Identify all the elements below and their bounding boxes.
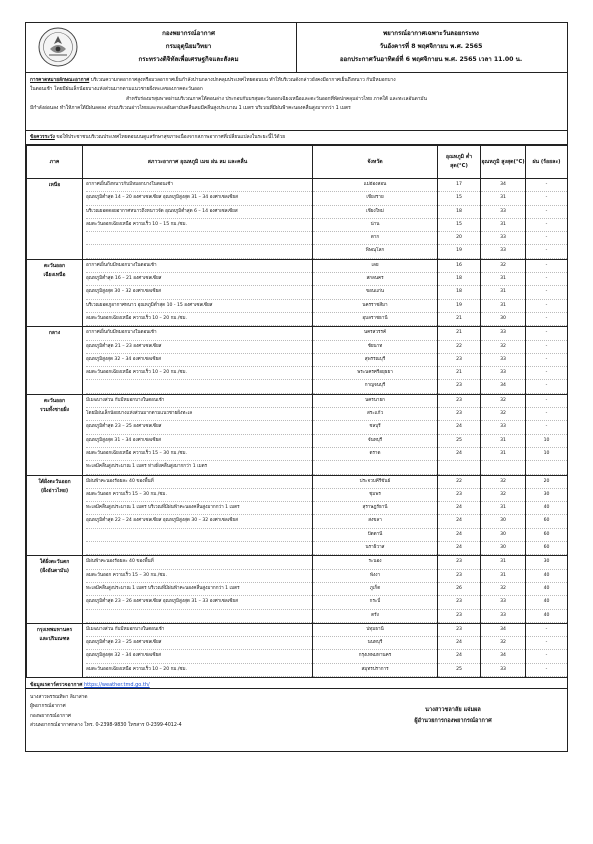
condition-cell-line: อุณหภูมิต่ำสุด 23 – 25 องศาเซลเซียส bbox=[86, 421, 312, 434]
rain-cell-line: - bbox=[526, 367, 567, 380]
condition-cell-line bbox=[86, 232, 312, 245]
region-name bbox=[27, 179, 83, 260]
tmax-cell-line: 31 bbox=[481, 286, 525, 299]
tmin-cell-line: 26 bbox=[438, 583, 480, 596]
tmax-cell-line: 31 bbox=[481, 435, 525, 448]
rain-cell-line: 60 bbox=[526, 529, 567, 542]
rain-cell-line: - bbox=[526, 395, 567, 408]
header-tmax: อุณหภูมิ สูงสุด(°C) bbox=[481, 146, 526, 179]
tmax-cell-line: 34 bbox=[481, 624, 525, 637]
tmin-cell-line: 18 bbox=[438, 206, 480, 219]
condition-cell bbox=[83, 475, 313, 556]
tmax-cell-line: 33 bbox=[481, 206, 525, 219]
condition-cell bbox=[83, 179, 313, 260]
forecaster-name: นางสาวพรรณทิพา ลิมาสาด bbox=[30, 694, 88, 700]
province-cell-line: พังงา bbox=[313, 570, 437, 583]
tmin-cell-line: 23 bbox=[438, 610, 480, 623]
tmax-cell-line: 32 bbox=[481, 408, 525, 421]
tmax-cell-line: 31 bbox=[481, 502, 525, 515]
forecast-date: วันอังคารที่ 8 พฤศจิกายน พ.ศ. 2565 bbox=[379, 43, 483, 50]
rain-cell-line: - bbox=[526, 179, 567, 192]
province-cell-line: สกลนคร bbox=[313, 273, 437, 286]
province-cell-line: กรุงเทพมหานคร bbox=[313, 650, 437, 663]
condition-cell-line: ลมตะวันออกเฉียงเหนือ ความเร็ว 10 – 20 กม./ชม. bbox=[86, 313, 312, 326]
issuer-block bbox=[86, 27, 291, 66]
tmin-cell-line: 24 bbox=[438, 448, 480, 461]
region-name bbox=[27, 327, 83, 394]
condition-cell-line: ทะเลมีคลื่นสูงประมาณ 1 เมตร บริเวณที่มีฝนฟ้าคะนองคลื่นสูงมากกว่า 1 เมตร bbox=[86, 502, 312, 515]
outlook-line: สำหรับร่องมรสุมพาดผ่านบริเวณภาคใต้ตอนล่าง ประกอบกับมรสุมตะวันออกเฉียงเหนือและตะวันออกที่พัดปกคลุมอ่าวไทย ภาคใต้ และทะเลอันดามัน bbox=[126, 96, 427, 102]
issue-date: ออกประกาศวันอาทิตย์ที่ 6 พฤศจิกายน พ.ศ. 2565 เวลา 11.00 น. bbox=[339, 56, 523, 63]
condition-cell-line: อากาศเย็นกับมีหมอกบางในตอนเช้า bbox=[86, 260, 312, 273]
condition-cell-line bbox=[86, 542, 312, 555]
rain-cell-line: 30 bbox=[526, 556, 567, 569]
rain-cell-line: - bbox=[526, 341, 567, 354]
condition-cell-line bbox=[86, 380, 312, 393]
tmax-cell-line: 33 bbox=[481, 610, 525, 623]
province-cell-line: เชียงราย bbox=[313, 192, 437, 205]
province-cell-line: กาญจนบุรี bbox=[313, 380, 437, 393]
province-cell-line: นครนายก bbox=[313, 395, 437, 408]
rain-cell-line: - bbox=[526, 354, 567, 367]
issuer-ministry: กระทรวงดิจิทัลเพื่อเศรษฐกิจและสังคม bbox=[138, 56, 239, 63]
province-cell bbox=[313, 556, 438, 623]
forecaster-division: กองพยากรณ์อากาศ bbox=[30, 713, 71, 719]
tmin-cell-line: 23 bbox=[438, 570, 480, 583]
rain-cell-line: - bbox=[526, 300, 567, 313]
tmax-cell-line: 32 bbox=[481, 583, 525, 596]
tmin-cell-line: 23 bbox=[438, 489, 480, 502]
condition-cell-line: โดยมีฝนเล็กน้อยบางแห่งส่วนมากตามแนวชายฝั่งทะเล bbox=[86, 408, 312, 421]
condition-cell-line: อุณหภูมิต่ำสุด 21 – 23 องศาเซลเซียส bbox=[86, 341, 312, 354]
province-cell-line bbox=[313, 461, 437, 474]
condition-cell-line: มีเมฆบางส่วน กับมีหมอกบางในตอนเช้า bbox=[86, 624, 312, 637]
province-cell bbox=[313, 623, 438, 677]
rain-cell bbox=[526, 394, 568, 475]
rain-cell-line: 60 bbox=[526, 542, 567, 555]
tmax-cell-line: 30 bbox=[481, 542, 525, 555]
condition-cell-line: อุณหภูมิต่ำสุด 23 – 25 องศาเซลเซียส bbox=[86, 637, 312, 650]
tmin-cell-line: 19 bbox=[438, 300, 480, 313]
tmin-cell-line: 24 bbox=[438, 650, 480, 663]
province-cell-line: สมุทรปราการ bbox=[313, 664, 437, 677]
region-row bbox=[27, 475, 568, 556]
tmin-cell-line: 20 bbox=[438, 232, 480, 245]
condition-cell-line: อุณหภูมิสูงสุด 30 – 32 องศาเซลเซียส bbox=[86, 286, 312, 299]
header-province: จังหวัด bbox=[313, 146, 438, 179]
region-name-line: เหนือ bbox=[48, 182, 61, 188]
region-row bbox=[27, 259, 568, 326]
region-row bbox=[27, 394, 568, 475]
province-cell-line: แม่ฮ่องสอน bbox=[313, 179, 437, 192]
tmax-cell-line: 34 bbox=[481, 179, 525, 192]
province-cell-line: อุบลราชธานี bbox=[313, 313, 437, 326]
forecaster-position: ผู้พยากรณ์อากาศ bbox=[30, 704, 66, 710]
province-cell-line: ชุมพร bbox=[313, 489, 437, 502]
forecast-table-body bbox=[27, 179, 568, 678]
rain-cell-line: - bbox=[526, 260, 567, 273]
condition-cell-line: อุณหภูมิต่ำสุด 16 – 21 องศาเซลเซียส bbox=[86, 273, 312, 286]
tmax-cell-line: 33 bbox=[481, 596, 525, 609]
province-cell-line: เลย bbox=[313, 260, 437, 273]
document-frame bbox=[25, 22, 568, 752]
province-cell-line: นครสวรรค์ bbox=[313, 327, 437, 340]
issuer-division: กองพยากรณ์อากาศ bbox=[162, 30, 215, 37]
province-cell-line: พิษณุโลก bbox=[313, 245, 437, 258]
province-cell bbox=[313, 179, 438, 260]
tmin-cell-line: 21 bbox=[438, 367, 480, 380]
rain-cell-line: - bbox=[526, 327, 567, 340]
region-name-line: (ฝั่งอันดามัน) bbox=[39, 568, 70, 575]
region-row bbox=[27, 623, 568, 677]
tmax-cell bbox=[481, 259, 526, 326]
rain-cell-line: 10 bbox=[526, 435, 567, 448]
province-cell bbox=[313, 394, 438, 475]
rain-cell-line: - bbox=[526, 206, 567, 219]
rain-cell-line: 40 bbox=[526, 610, 567, 623]
radar-source-link[interactable]: https://weather.tmd.go.th/ bbox=[84, 681, 150, 688]
director-block bbox=[398, 705, 508, 727]
forecaster-block bbox=[30, 693, 182, 731]
tmax-cell-line: 33 bbox=[481, 664, 525, 677]
rain-cell-line: 60 bbox=[526, 515, 567, 528]
province-cell-line: นราธิวาส bbox=[313, 542, 437, 555]
rain-cell bbox=[526, 556, 568, 623]
header-tmin: อุณหภูมิ ต่ำสุด(°C) bbox=[438, 146, 481, 179]
tmin-cell bbox=[438, 394, 481, 475]
province-cell-line: ชัยนาท bbox=[313, 341, 437, 354]
condition-cell-line bbox=[86, 245, 312, 258]
province-cell-line: ระนอง bbox=[313, 556, 437, 569]
region-name-line: กลาง bbox=[48, 330, 61, 337]
condition-cell-line: ลมตะวันออกเฉียงเหนือ ความเร็ว 15 – 30 กม./ชม. bbox=[86, 448, 312, 461]
outlook-line: มีกำลังอ่อนลง ทำให้ภาคใต้มีฝนลดลง ส่วนบริเวณอ่าวไทยและทะเลอันดามันคลื่นลมมีคลื่นสูงประมาณ 1 เมตร บริเวณที่มีฝนฟ้าคะนองคลื่นสูงมากกว่า 1 เมตร bbox=[30, 105, 351, 111]
region-row bbox=[27, 327, 568, 394]
province-cell-line: ตรัง bbox=[313, 610, 437, 623]
outlook-label: การคาดหมายลักษณะอากาศ bbox=[30, 78, 90, 83]
director-position: ผู้อำนวยการกองพยากรณ์อากาศ bbox=[414, 717, 492, 724]
tmin-cell-line: 23 bbox=[438, 556, 480, 569]
rain-cell-line: 40 bbox=[526, 596, 567, 609]
rain-cell-line: - bbox=[526, 245, 567, 258]
province-cell-line: นครราชสีมา bbox=[313, 300, 437, 313]
province-cell-line: ชลบุรี bbox=[313, 421, 437, 434]
province-cell-line: กระบี่ bbox=[313, 596, 437, 609]
tmin-cell-line: 23 bbox=[438, 408, 480, 421]
tmax-cell-line: 34 bbox=[481, 650, 525, 663]
province-cell-line: จันทบุรี bbox=[313, 435, 437, 448]
condition-cell-line: ลมตะวันออก ความเร็ว 15 – 30 กม./ชม. bbox=[86, 570, 312, 583]
tmin-cell-line: 22 bbox=[438, 341, 480, 354]
region-name-line: ใต้ฝั่งตะวันตก bbox=[39, 559, 70, 566]
region-row bbox=[27, 556, 568, 623]
condition-cell bbox=[83, 623, 313, 677]
condition-cell-line: บริเวณยอดภูอากาศหนาว อุณหภูมิต่ำสุด 10 - 15 องศาเซลเซียส bbox=[86, 300, 312, 313]
condition-cell bbox=[83, 259, 313, 326]
tmin-cell-line: 23 bbox=[438, 354, 480, 367]
rain-cell-line: - bbox=[526, 192, 567, 205]
issuer-department: กรมอุตุนิยมวิทยา bbox=[165, 43, 212, 50]
header-condition: สภาวะอากาศ อุณหภูมิ เมฆ ฝน ลม และคลื่น bbox=[83, 146, 313, 179]
province-cell-line: ตาก bbox=[313, 232, 437, 245]
condition-cell-line: ลมตะวันออกเฉียงเหนือ ความเร็ว 10 – 20 กม./ชม. bbox=[86, 367, 312, 380]
condition-cell-line bbox=[86, 529, 312, 542]
forecaster-contact: ส่วนพยากรณ์อากาศกลาง โทร. 0-2398-9830 โทรสาร 0-2399-4012-4 bbox=[30, 723, 182, 729]
outlook-line: ในตอนเช้า โดยมีฝนเล็กน้อยบางแห่งส่วนมากตามแนวชายฝั่งทะเลของภาคตะวันออก bbox=[30, 87, 203, 93]
tmin-cell-line: 24 bbox=[438, 529, 480, 542]
province-cell-line: นนทบุรี bbox=[313, 637, 437, 650]
tmax-cell-line: 31 bbox=[481, 448, 525, 461]
caution-note bbox=[26, 131, 567, 145]
region-name-line: ใต้ฝั่งตะวันออก bbox=[38, 478, 71, 485]
tmax-cell-line: 30 bbox=[481, 313, 525, 326]
province-cell-line: ตราด bbox=[313, 448, 437, 461]
director-name: นางสาวชลาลัย แจ่มผล bbox=[425, 706, 481, 713]
rain-cell bbox=[526, 259, 568, 326]
tmax-cell-line: 31 bbox=[481, 219, 525, 232]
province-cell bbox=[313, 475, 438, 556]
condition-cell-line: ลมตะวันออกเฉียงเหนือ ความเร็ว 10 – 15 กม./ชม. bbox=[86, 219, 312, 232]
tmax-cell-line: 31 bbox=[481, 192, 525, 205]
tmax-cell bbox=[481, 394, 526, 475]
region-name-line: (ฝั่งอ่าวไทย) bbox=[40, 487, 69, 494]
condition-cell-line: อุณหภูมิสูงสุด 31 – 34 องศาเซลเซียส bbox=[86, 435, 312, 448]
rain-cell-line: - bbox=[526, 232, 567, 245]
tmax-cell-line: 31 bbox=[481, 570, 525, 583]
tmax-cell bbox=[481, 475, 526, 556]
tmin-cell bbox=[438, 556, 481, 623]
tmax-cell-line: 30 bbox=[481, 529, 525, 542]
rain-cell-line: - bbox=[526, 313, 567, 326]
condition-cell-line: อุณหภูมิสูงสุด 32 – 34 องศาเซลเซียส bbox=[86, 650, 312, 663]
province-cell-line: เชียงใหม่ bbox=[313, 206, 437, 219]
tmin-cell-line: 23 bbox=[438, 395, 480, 408]
tmax-cell-line: 30 bbox=[481, 515, 525, 528]
province-cell-line: สระแก้ว bbox=[313, 408, 437, 421]
tmax-cell bbox=[481, 623, 526, 677]
region-name bbox=[27, 623, 83, 677]
condition-cell-line bbox=[86, 610, 312, 623]
rain-cell-line: 30 bbox=[526, 489, 567, 502]
tmin-cell-line bbox=[438, 461, 480, 474]
tmin-cell-line: 24 bbox=[438, 502, 480, 515]
rain-cell-line: - bbox=[526, 219, 567, 232]
tmin-cell bbox=[438, 179, 481, 260]
radar-source-label: ข้อมูลเรดาร์ตรวจอากาศ bbox=[30, 681, 83, 688]
weather-outlook bbox=[26, 73, 567, 131]
tmin-cell-line: 24 bbox=[438, 637, 480, 650]
tmax-cell-line: 34 bbox=[481, 380, 525, 393]
tmin-cell-line: 17 bbox=[438, 179, 480, 192]
tmax-cell-line: 32 bbox=[481, 637, 525, 650]
tmax-cell-line: 33 bbox=[481, 421, 525, 434]
province-cell-line: ภูเก็ต bbox=[313, 583, 437, 596]
condition-cell bbox=[83, 394, 313, 475]
outlook-line: บริเวณความกดอากาศสูงหรือมวลอากาศเย็นกำลังปานกลางปกคลุมประเทศไทยตอนบน ทำให้บริเวณดังกล่าวยังคงมีอากาศเย็นถึงหนาว กับมีหมอกบาง bbox=[89, 78, 396, 83]
tmax-cell-line: 32 bbox=[481, 395, 525, 408]
forecast-title-block bbox=[300, 27, 562, 66]
tmax-cell-line: 33 bbox=[481, 327, 525, 340]
caution-label: ข้อควรระวัง bbox=[30, 135, 55, 140]
region-name-line: รวมทั้งชายฝั่ง bbox=[39, 406, 70, 413]
tmd-seal-icon bbox=[38, 27, 78, 67]
rain-cell bbox=[526, 327, 568, 394]
rain-cell-line: 40 bbox=[526, 502, 567, 515]
rain-cell bbox=[526, 179, 568, 260]
tmax-cell bbox=[481, 179, 526, 260]
region-name-line: ตะวันออก bbox=[43, 397, 66, 404]
region-name-line: เฉียงเหนือ bbox=[43, 271, 66, 278]
rain-cell-line: - bbox=[526, 664, 567, 677]
tmin-cell-line: 25 bbox=[438, 435, 480, 448]
rain-cell-line: - bbox=[526, 286, 567, 299]
province-cell bbox=[313, 259, 438, 326]
tmax-cell-line: 32 bbox=[481, 260, 525, 273]
rain-cell bbox=[526, 475, 568, 556]
tmin-cell-line: 22 bbox=[438, 476, 480, 489]
tmin-cell-line: 21 bbox=[438, 313, 480, 326]
condition-cell-line: ลมตะวันออก ความเร็ว 15 – 30 กม./ชม. bbox=[86, 489, 312, 502]
tmax-cell-line: 31 bbox=[481, 273, 525, 286]
rain-cell-line: 20 bbox=[526, 476, 567, 489]
rain-cell-line: - bbox=[526, 421, 567, 434]
tmax-cell bbox=[481, 556, 526, 623]
rain-cell-line: - bbox=[526, 624, 567, 637]
province-cell-line: ปทุมธานี bbox=[313, 624, 437, 637]
province-cell-line: ปัตตานี bbox=[313, 529, 437, 542]
region-name-line: กรุงเทพมหานคร bbox=[36, 626, 73, 633]
header-rain: ฝน (ร้อยละ) bbox=[526, 146, 568, 179]
tmax-cell-line: 33 bbox=[481, 367, 525, 380]
rain-cell-line: 40 bbox=[526, 570, 567, 583]
tmax-cell-line: 31 bbox=[481, 556, 525, 569]
rain-cell-line: 10 bbox=[526, 448, 567, 461]
tmin-cell bbox=[438, 259, 481, 326]
tmax-cell-line: 32 bbox=[481, 489, 525, 502]
region-name-line: และปริมณฑล bbox=[39, 635, 70, 642]
region-name bbox=[27, 394, 83, 475]
province-cell-line: พระนครศรีอยุธยา bbox=[313, 367, 437, 380]
tmin-cell-line: 24 bbox=[438, 542, 480, 555]
province-cell-line: สุพรรณบุรี bbox=[313, 354, 437, 367]
tmin-cell bbox=[438, 475, 481, 556]
forecast-document bbox=[25, 22, 568, 795]
document-header bbox=[26, 23, 567, 73]
tmin-cell-line: 18 bbox=[438, 273, 480, 286]
tmax-cell-line: 31 bbox=[481, 300, 525, 313]
condition-cell-line: มีเมฆบางส่วน กับมีหมอกบางในตอนเช้า bbox=[86, 395, 312, 408]
province-cell-line: ประจวบคีรีขันธ์ bbox=[313, 476, 437, 489]
condition-cell-line: ทะเลมีคลื่นสูงประมาณ 1 เมตร บริเวณที่มีฝนฟ้าคะนองคลื่นสูงมากกว่า 1 เมตร bbox=[86, 583, 312, 596]
region-row bbox=[27, 179, 568, 260]
tmin-cell-line: 23 bbox=[438, 596, 480, 609]
condition-cell bbox=[83, 327, 313, 394]
tmin-cell-line: 21 bbox=[438, 327, 480, 340]
tmin-cell bbox=[438, 327, 481, 394]
signature-block bbox=[26, 689, 567, 751]
tmin-cell-line: 15 bbox=[438, 219, 480, 232]
rain-cell-line: - bbox=[526, 380, 567, 393]
province-cell-line: ขอนแก่น bbox=[313, 286, 437, 299]
radar-source bbox=[26, 678, 567, 689]
tmin-cell-line: 24 bbox=[438, 421, 480, 434]
rain-cell-line: - bbox=[526, 273, 567, 286]
region-name-line: ตะวันออก bbox=[43, 262, 66, 269]
condition-cell-line: อุณหภูมิสูงสุด 32 – 34 องศาเซลเซียส bbox=[86, 354, 312, 367]
province-cell-line: สุราษฎร์ธานี bbox=[313, 502, 437, 515]
tmin-cell-line: 18 bbox=[438, 286, 480, 299]
tmax-cell-line: 33 bbox=[481, 232, 525, 245]
tmax-cell-line: 33 bbox=[481, 245, 525, 258]
rain-cell-line: - bbox=[526, 637, 567, 650]
tmin-cell-line: 24 bbox=[438, 515, 480, 528]
tmax-cell-line bbox=[481, 461, 525, 474]
condition-cell-line: อุณหภูมิต่ำสุด 23 – 26 องศาเซลเซียส อุณหภูมิสูงสุด 31 – 33 องศาเซลเซียส bbox=[86, 596, 312, 609]
rain-cell-line bbox=[526, 461, 567, 474]
condition-cell bbox=[83, 556, 313, 623]
forecast-table bbox=[26, 145, 568, 678]
condition-cell-line: อุณหภูมิต่ำสุด 22 – 24 องศาเซลเซียส อุณหภูมิสูงสุด 30 – 32 องศาเซลเซียส bbox=[86, 515, 312, 528]
province-cell-line: สงขลา bbox=[313, 515, 437, 528]
tmin-cell-line: 23 bbox=[438, 380, 480, 393]
tmin-cell-line: 23 bbox=[438, 624, 480, 637]
province-cell-line: น่าน bbox=[313, 219, 437, 232]
forecast-title: พยากรณ์อากาศเฉพาะวันลอยกระทง bbox=[383, 30, 479, 37]
tmin-cell-line: 15 bbox=[438, 192, 480, 205]
condition-cell-line: ลมตะวันออกเฉียงเหนือ ความเร็ว 10 – 20 กม./ชม. bbox=[86, 664, 312, 677]
tmin-cell bbox=[438, 623, 481, 677]
tmin-cell-line: 25 bbox=[438, 664, 480, 677]
rain-cell bbox=[526, 623, 568, 677]
condition-cell-line: มีฝนฟ้าคะนองร้อยละ 40 ของพื้นที่ bbox=[86, 476, 312, 489]
tmax-cell bbox=[481, 327, 526, 394]
region-name bbox=[27, 259, 83, 326]
tmin-cell-line: 19 bbox=[438, 245, 480, 258]
tmax-cell-line: 32 bbox=[481, 341, 525, 354]
condition-cell-line: มีฝนฟ้าคะนองร้อยละ 40 ของพื้นที่ bbox=[86, 556, 312, 569]
tmax-cell-line: 32 bbox=[481, 476, 525, 489]
condition-cell-line: อากาศเย็นกับมีหมอกบางในตอนเช้า bbox=[86, 327, 312, 340]
rain-cell-line: - bbox=[526, 650, 567, 663]
region-name bbox=[27, 475, 83, 556]
condition-cell-line: ทะเลมีคลื่นสูงประมาณ 1 เมตร ห่างฝั่งคลื่นสูงมากกว่า 1 เมตร bbox=[86, 461, 312, 474]
tmin-cell-line: 16 bbox=[438, 260, 480, 273]
condition-cell-line: บริเวณยอดดอยอากาศหนาวถึงหนาวจัด อุณหภูมิต่ำสุด 6 – 14 องศาเซลเซียส bbox=[86, 206, 312, 219]
header-region: ภาค bbox=[27, 146, 83, 179]
condition-cell-line: อุณหภูมิต่ำสุด 14 – 20 องศาเซลเซียส อุณหภูมิสูงสุด 31 – 34 องศาเซลเซียส bbox=[86, 192, 312, 205]
region-name bbox=[27, 556, 83, 623]
rain-cell-line: 40 bbox=[526, 583, 567, 596]
condition-cell-line: อากาศเย็นถึงหนาวกับมีหมอกบางในตอนเช้า bbox=[86, 179, 312, 192]
caution-text: ขอให้ประชาชนบริเวณประเทศไทยตอนบนดูแลรักษาสุขภาพเนื่องจากสภาพอากาศที่เปลี่ยนแปลงในระยะนี้ไว้ด้วย bbox=[54, 135, 286, 140]
tmax-cell-line: 33 bbox=[481, 354, 525, 367]
province-cell bbox=[313, 327, 438, 394]
rain-cell-line: - bbox=[526, 408, 567, 421]
